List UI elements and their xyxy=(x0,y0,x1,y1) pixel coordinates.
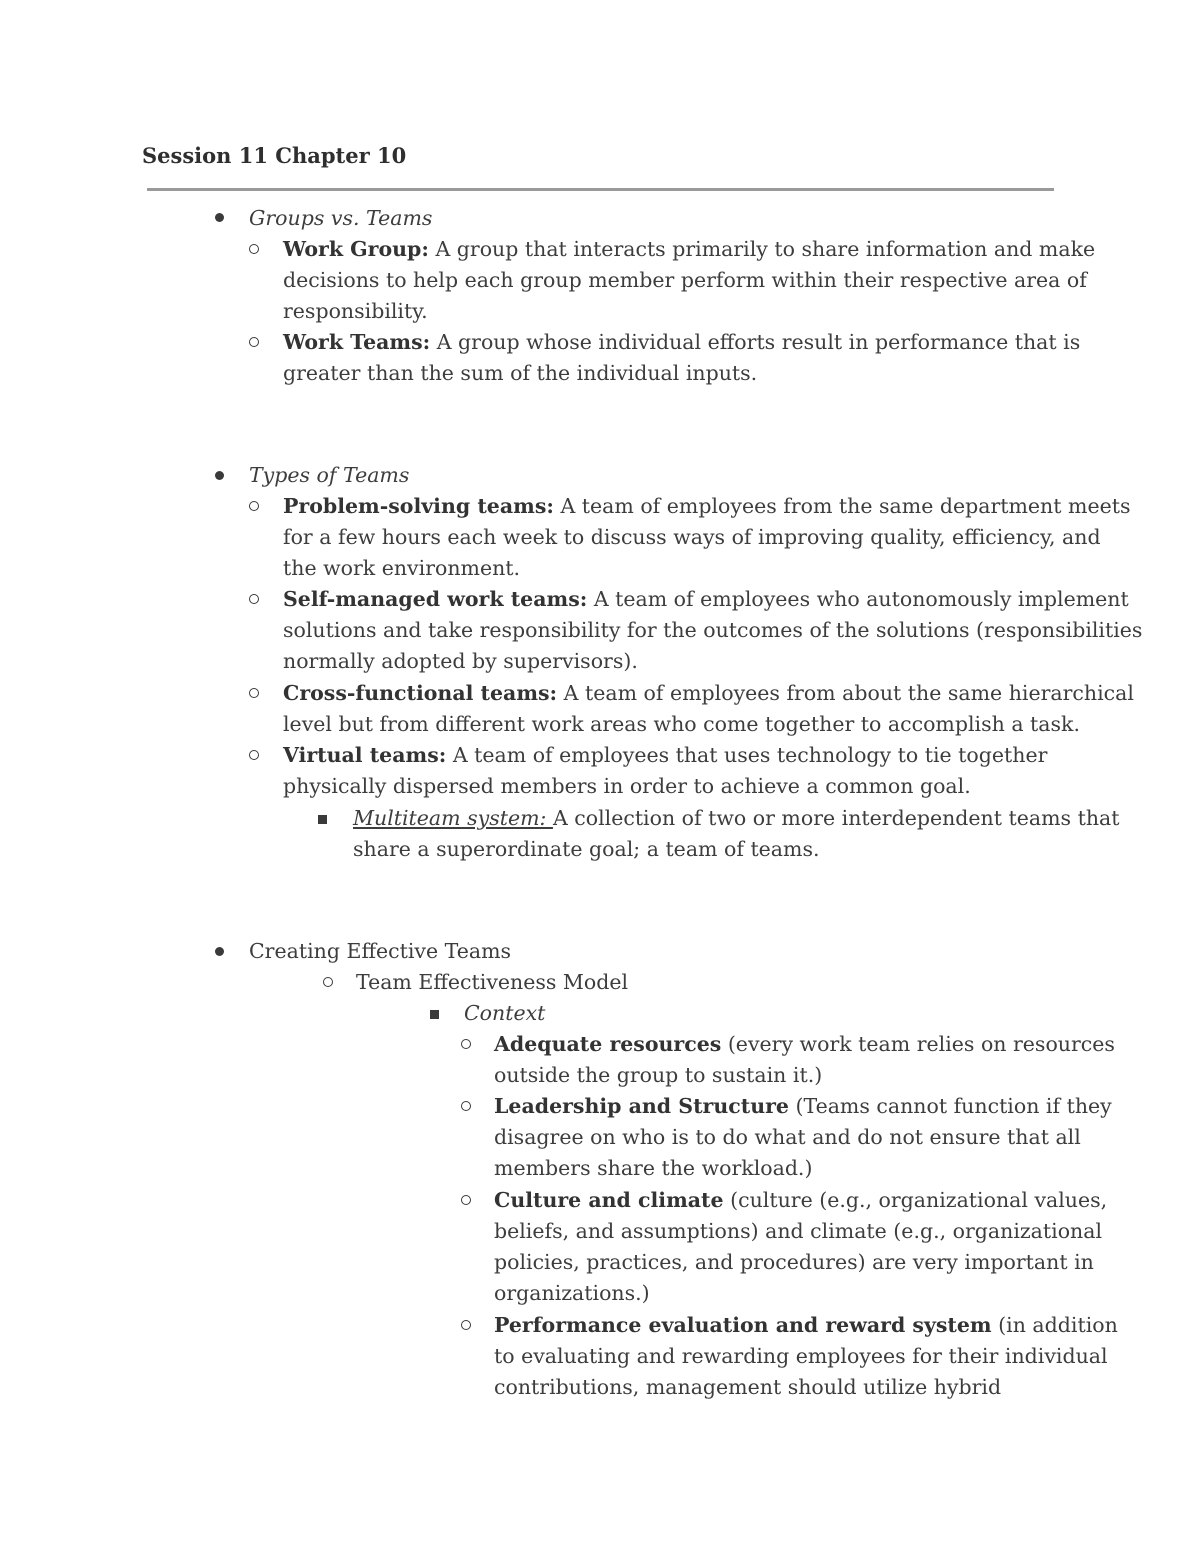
definition-line: contributions, management should utilize hybrid xyxy=(494,1375,1002,1399)
bullet-square-icon xyxy=(318,815,327,824)
context-item: Context xyxy=(464,1001,546,1025)
section-heading-groups: Groups vs. Teams xyxy=(249,206,433,230)
cross-functional-item xyxy=(283,678,1134,709)
definition-line: A group that interacts primarily to share information and make xyxy=(428,237,1096,261)
definition-line: policies, practices, and procedures) are very important in xyxy=(494,1250,1094,1274)
culture-item xyxy=(494,1185,1107,1216)
bullet-dot-icon xyxy=(215,471,224,480)
multiteam-item xyxy=(353,803,1119,834)
bullet-circle-icon xyxy=(461,1320,471,1330)
definition-line: (in addition xyxy=(991,1313,1118,1337)
term: Adequate resources xyxy=(494,1032,722,1056)
definition-line: the work environment. xyxy=(283,556,521,580)
definition-line: A team of employees from the same department meets xyxy=(553,494,1131,518)
bullet-circle-icon xyxy=(461,1039,471,1049)
definition-line: disagree on who is to do what and do not ensure that all xyxy=(494,1125,1081,1149)
self-managed-item xyxy=(283,584,1129,615)
bullet-dot-icon xyxy=(215,947,224,956)
term: Virtual teams: xyxy=(283,743,447,767)
adequate-resources-item xyxy=(494,1029,1115,1060)
horizontal-divider xyxy=(147,188,1054,191)
definition-line: (culture (e.g., organizational values, xyxy=(723,1188,1108,1212)
bullet-circle-icon xyxy=(249,750,259,760)
term: Work Teams: xyxy=(283,330,431,354)
bullet-circle-icon xyxy=(249,244,259,254)
bullet-circle-icon xyxy=(249,688,259,698)
term: Culture and climate xyxy=(494,1188,724,1212)
definition-line: to evaluating and rewarding employees for their individual xyxy=(494,1344,1108,1368)
definition-line: beliefs, and assumptions) and climate (e.g., organizational xyxy=(494,1219,1103,1243)
definition-line: level but from different work areas who come together to accomplish a task. xyxy=(283,712,1080,736)
term: Work Group: xyxy=(283,237,429,261)
bullet-square-icon xyxy=(430,1010,439,1019)
definition-line: A team of employees who autonomously implement xyxy=(587,587,1129,611)
model-item: Team Effectiveness Model xyxy=(356,970,629,994)
definition-line: organizations.) xyxy=(494,1281,650,1305)
bullet-circle-icon xyxy=(461,1195,471,1205)
section-heading-types: Types of Teams xyxy=(249,463,410,487)
term: Leadership and Structure xyxy=(494,1094,789,1118)
term: Self-managed work teams: xyxy=(283,587,588,611)
definition-line: physically dispersed members in order to achieve a common goal. xyxy=(283,774,971,798)
definition-line: for a few hours each week to discuss ways of improving quality, efficiency, and xyxy=(283,525,1101,549)
bullet-circle-icon xyxy=(249,594,259,604)
definition-line: normally adopted by supervisors). xyxy=(283,649,638,673)
definition-line: share a superordinate goal; a team of teams. xyxy=(353,837,820,861)
term: Problem-solving teams: xyxy=(283,494,554,518)
definition-line: decisions to help each group member perform within their respective area of xyxy=(283,268,1087,292)
bullet-circle-icon xyxy=(249,337,259,347)
definition-line: A collection of two or more interdependent teams that xyxy=(552,806,1120,830)
definition-line: members share the workload.) xyxy=(494,1156,813,1180)
term: Performance evaluation and reward system xyxy=(494,1313,992,1337)
definition-line: solutions and take responsibility for the outcomes of the solutions (responsibilities xyxy=(283,618,1143,642)
definition-line: greater than the sum of the individual inputs. xyxy=(283,361,758,385)
page-title: Session 11 Chapter 10 xyxy=(142,143,407,168)
definition-line: A team of employees that uses technology to tie together xyxy=(446,743,1048,767)
definition-line: (Teams cannot function if they xyxy=(788,1094,1112,1118)
term: Cross-functional teams: xyxy=(283,681,558,705)
definition-line: (every work team relies on resources xyxy=(721,1032,1115,1056)
work-group-item xyxy=(283,234,1095,265)
virtual-teams-item xyxy=(283,740,1047,771)
bullet-circle-icon xyxy=(323,977,333,987)
bullet-circle-icon xyxy=(461,1101,471,1111)
problem-solving-item xyxy=(283,491,1130,522)
performance-item xyxy=(494,1310,1118,1341)
definition-line: outside the group to sustain it.) xyxy=(494,1063,823,1087)
section-heading-creating: Creating Effective Teams xyxy=(249,939,512,963)
work-teams-item xyxy=(283,327,1080,358)
definition-line: A group whose individual efforts result in performance that is xyxy=(430,330,1081,354)
definition-line: A team of employees from about the same hierarchical xyxy=(557,681,1134,705)
leadership-item xyxy=(494,1091,1112,1122)
bullet-circle-icon xyxy=(249,501,259,511)
bullet-dot-icon xyxy=(215,213,224,222)
definition-line: responsibility. xyxy=(283,299,428,323)
term: Multiteam system: xyxy=(353,806,553,830)
